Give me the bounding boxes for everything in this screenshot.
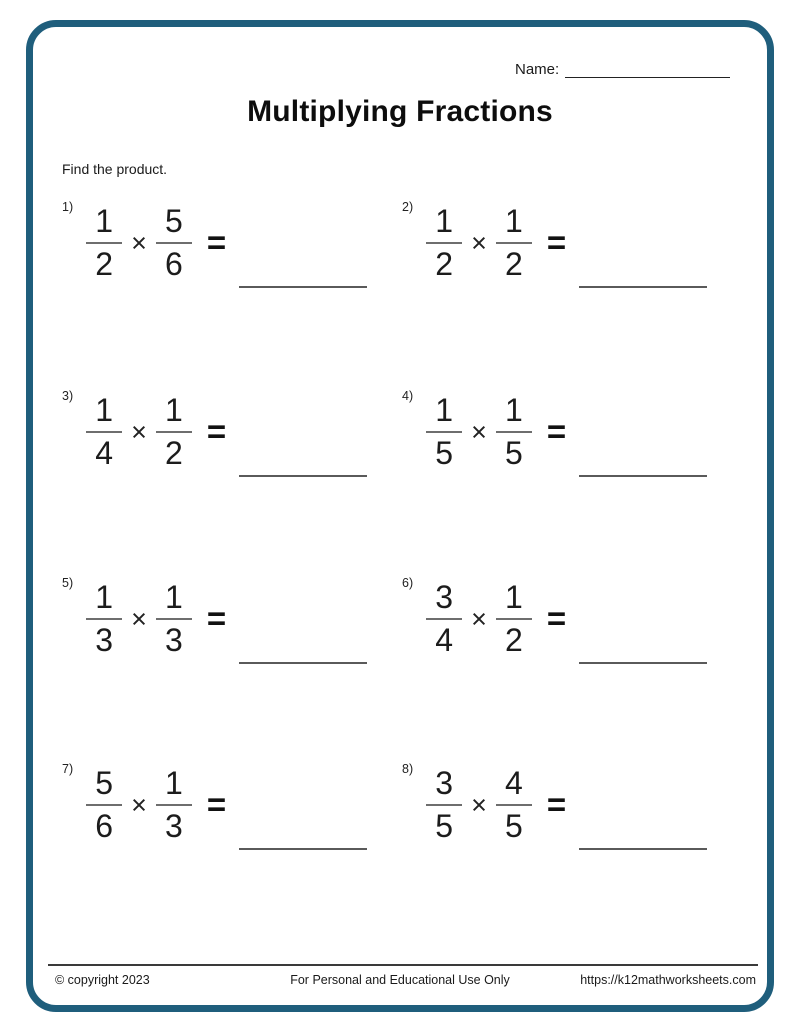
equals-sign: = <box>206 600 227 637</box>
problem-6 <box>402 573 707 665</box>
multiply-sign: × <box>131 416 147 447</box>
problem-2 <box>402 197 707 289</box>
denominator: 3 <box>165 622 183 658</box>
fraction-second <box>494 767 534 842</box>
numerator: 4 <box>505 765 523 802</box>
fraction-bar <box>496 804 532 806</box>
fraction-first <box>424 394 464 469</box>
equals-sign: = <box>546 224 567 261</box>
footer-divider <box>48 964 758 966</box>
answer-blank[interactable] <box>239 848 367 850</box>
answer-blank[interactable] <box>579 475 707 477</box>
numerator: 1 <box>435 392 454 429</box>
numerator: 1 <box>165 392 183 429</box>
fraction-second <box>154 581 194 656</box>
problem-7 <box>62 759 367 851</box>
numerator: 1 <box>435 203 454 240</box>
multiply-sign: × <box>471 416 487 447</box>
denominator: 2 <box>505 246 523 282</box>
denominator: 5 <box>435 808 454 844</box>
answer-blank[interactable] <box>239 286 367 288</box>
problem-number: 7) <box>62 762 74 776</box>
fraction-first <box>424 767 464 842</box>
page-title: Multiplying Fractions <box>247 95 553 128</box>
answer-blank[interactable] <box>239 475 367 477</box>
fraction-second <box>154 205 194 280</box>
fraction-first <box>84 767 124 842</box>
problem-5 <box>62 573 367 665</box>
footer-copyright: © copyright 2023 <box>55 973 150 987</box>
fraction-bar <box>86 804 122 806</box>
numerator: 1 <box>505 203 523 240</box>
footer-usage-text: For Personal and Educational Use Only <box>290 973 510 987</box>
numerator: 1 <box>165 579 183 616</box>
denominator: 3 <box>165 808 183 844</box>
multiply-sign: × <box>131 789 147 820</box>
fraction-second <box>154 767 194 842</box>
answer-blank[interactable] <box>239 662 367 664</box>
name-field-row <box>515 60 730 78</box>
multiply-sign: × <box>471 227 487 258</box>
denominator: 2 <box>165 435 183 471</box>
fraction-first <box>84 205 124 280</box>
problem-number: 2) <box>402 200 414 214</box>
numerator: 3 <box>435 765 454 802</box>
fraction-first <box>84 394 124 469</box>
fraction-bar <box>86 242 122 244</box>
fraction-second <box>494 581 534 656</box>
problem-number: 4) <box>402 389 414 403</box>
multiply-sign: × <box>471 603 487 634</box>
fraction-bar <box>156 431 192 433</box>
numerator: 1 <box>95 579 114 616</box>
problem-number: 3) <box>62 389 74 403</box>
denominator: 5 <box>505 435 523 471</box>
name-label: Name: <box>515 61 560 78</box>
equals-sign: = <box>546 786 567 823</box>
equals-sign: = <box>206 786 227 823</box>
fraction-second <box>154 394 194 469</box>
equals-sign: = <box>546 413 567 450</box>
numerator: 1 <box>95 392 114 429</box>
fraction-bar <box>86 618 122 620</box>
fraction-bar <box>86 431 122 433</box>
denominator: 5 <box>505 808 523 844</box>
worksheet-page <box>26 20 774 1012</box>
fraction-bar <box>156 242 192 244</box>
denominator: 3 <box>95 622 114 658</box>
multiply-sign: × <box>131 227 147 258</box>
multiply-sign: × <box>131 603 147 634</box>
numerator: 1 <box>165 765 183 802</box>
fraction-bar <box>426 242 462 244</box>
instruction-text: Find the product. <box>62 161 168 177</box>
problem-number: 5) <box>62 576 74 590</box>
equals-sign: = <box>206 224 227 261</box>
problem-1 <box>62 197 367 289</box>
fraction-bar <box>426 804 462 806</box>
fraction-second <box>494 394 534 469</box>
fraction-second <box>494 205 534 280</box>
numerator: 5 <box>165 203 183 240</box>
answer-blank[interactable] <box>579 662 707 664</box>
problem-number: 8) <box>402 762 414 776</box>
problem-3 <box>62 386 367 478</box>
numerator: 1 <box>95 203 114 240</box>
denominator: 2 <box>505 622 523 658</box>
denominator: 6 <box>95 808 114 844</box>
problem-4 <box>402 386 707 478</box>
numerator: 1 <box>505 392 523 429</box>
numerator: 1 <box>505 579 523 616</box>
denominator: 4 <box>95 435 114 471</box>
fraction-bar <box>156 804 192 806</box>
fraction-bar <box>496 242 532 244</box>
footer-url: https://k12mathworksheets.com <box>580 973 756 987</box>
denominator: 4 <box>435 622 454 658</box>
fraction-first <box>424 581 464 656</box>
fraction-bar <box>426 431 462 433</box>
equals-sign: = <box>206 413 227 450</box>
problem-8 <box>402 759 707 851</box>
equals-sign: = <box>546 600 567 637</box>
answer-blank[interactable] <box>579 286 707 288</box>
fraction-first <box>84 581 124 656</box>
denominator: 2 <box>435 246 454 282</box>
fraction-bar <box>496 618 532 620</box>
answer-blank[interactable] <box>579 848 707 850</box>
problem-number: 6) <box>402 576 414 590</box>
denominator: 2 <box>95 246 114 282</box>
fraction-bar <box>496 431 532 433</box>
numerator: 3 <box>435 579 454 616</box>
multiply-sign: × <box>471 789 487 820</box>
fraction-bar <box>426 618 462 620</box>
fraction-bar <box>156 618 192 620</box>
numerator: 5 <box>95 765 114 802</box>
problem-number: 1) <box>62 200 74 214</box>
name-blank-line[interactable] <box>565 60 730 78</box>
fraction-first <box>424 205 464 280</box>
denominator: 6 <box>165 246 183 282</box>
denominator: 5 <box>435 435 454 471</box>
